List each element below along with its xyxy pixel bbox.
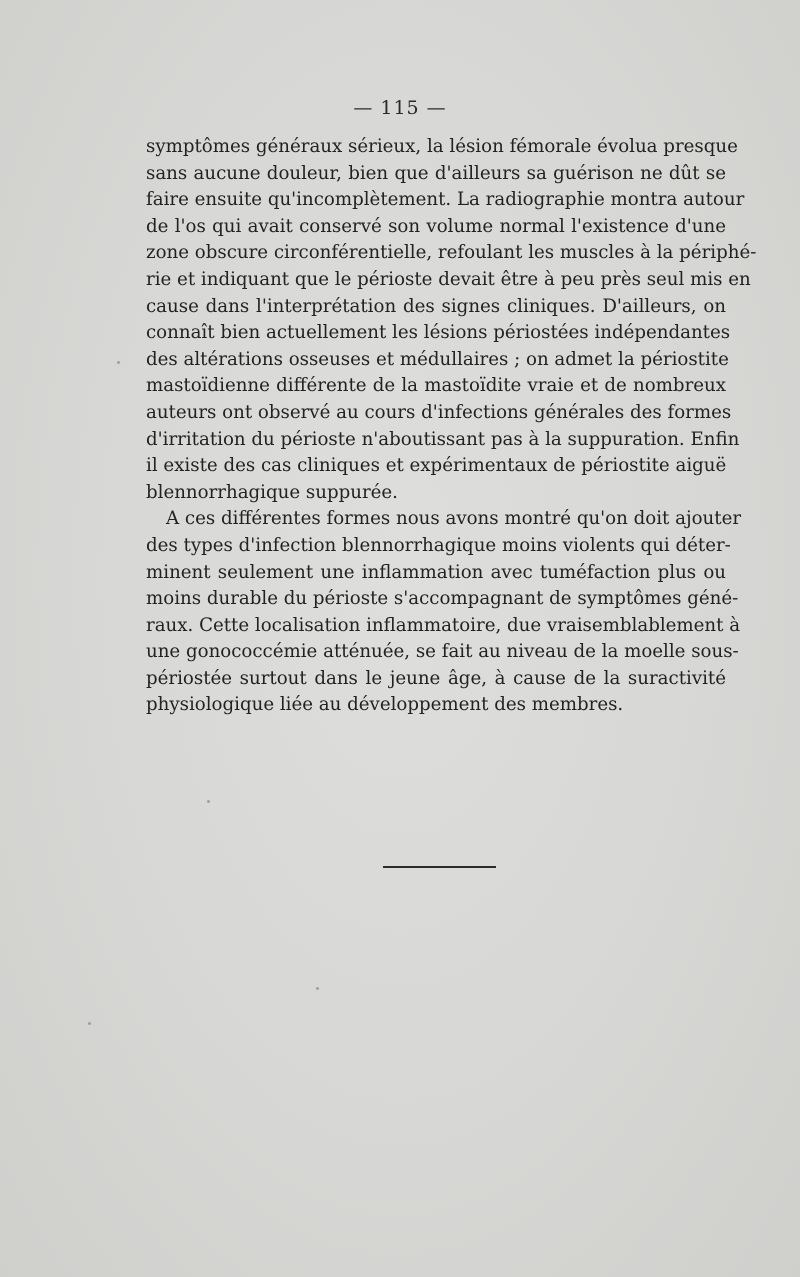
page-number: — 115 —: [353, 97, 447, 119]
section-divider: [383, 866, 496, 868]
text-line: physiologique liée au développement des membres.: [146, 694, 624, 716]
scan-speck: [207, 800, 210, 803]
text-line: blennorrhagique suppurée.: [146, 481, 398, 503]
text-line: une gonococcémie atténuée, se fait au niveau de la moelle sous-: [146, 641, 739, 663]
scan-speck: [316, 987, 319, 990]
text-line: rie et indiquant que le périoste devait être à peu près seul mis en: [146, 268, 751, 290]
text-line: faire ensuite qu'incomplètement. La radiographie montra autour: [146, 189, 745, 211]
text-line: des types d'infection blennorrhagique moins violents qui déter-: [146, 534, 731, 556]
text-line: périostée surtout dans le jeune âge, à cause de la suractivité: [146, 667, 726, 689]
text-line: raux. Cette localisation inflammatoire, due vraisemblablement à: [146, 614, 741, 636]
text-line: moins durable du périoste s'accompagnant de symptômes géné-: [146, 588, 739, 610]
text-line: des altérations osseuses et médullaires ; on admet la périostite: [146, 348, 729, 370]
scan-speck: [117, 361, 120, 364]
text-line: auteurs ont observé au cours d'infections générales des formes: [146, 401, 732, 423]
text-line: mastoïdienne différente de la mastoïdite vraie et de nombreux: [146, 375, 726, 397]
text-line: A ces différentes formes nous avons montré qu'on doit ajouter: [166, 508, 742, 530]
text-line: zone obscure circonférentielle, refoulant les muscles à la périphé-: [146, 242, 757, 264]
text-line: minent seulement une inflammation avec tuméfaction plus ou: [146, 561, 726, 583]
text-line: d'irritation du périoste n'aboutissant pas à la suppuration. Enfin: [146, 428, 740, 450]
text-line: connaît bien actuellement les lésions périostées indépendantes: [146, 322, 731, 344]
text-line: de l'os qui avait conservé son volume normal l'existence d'une: [146, 215, 726, 237]
scan-speck: [88, 1022, 91, 1025]
text-line: il existe des cas cliniques et expérimentaux de périostite aiguë: [146, 455, 727, 477]
text-line: symptômes généraux sérieux, la lésion fémorale évolua presque: [146, 136, 738, 157]
text-line: cause dans l'interprétation des signes cliniques. D'ailleurs, on: [146, 295, 726, 317]
text-line: sans aucune douleur, bien que d'ailleurs sa guérison ne dût se: [146, 162, 726, 184]
body-text: [146, 134, 757, 719]
